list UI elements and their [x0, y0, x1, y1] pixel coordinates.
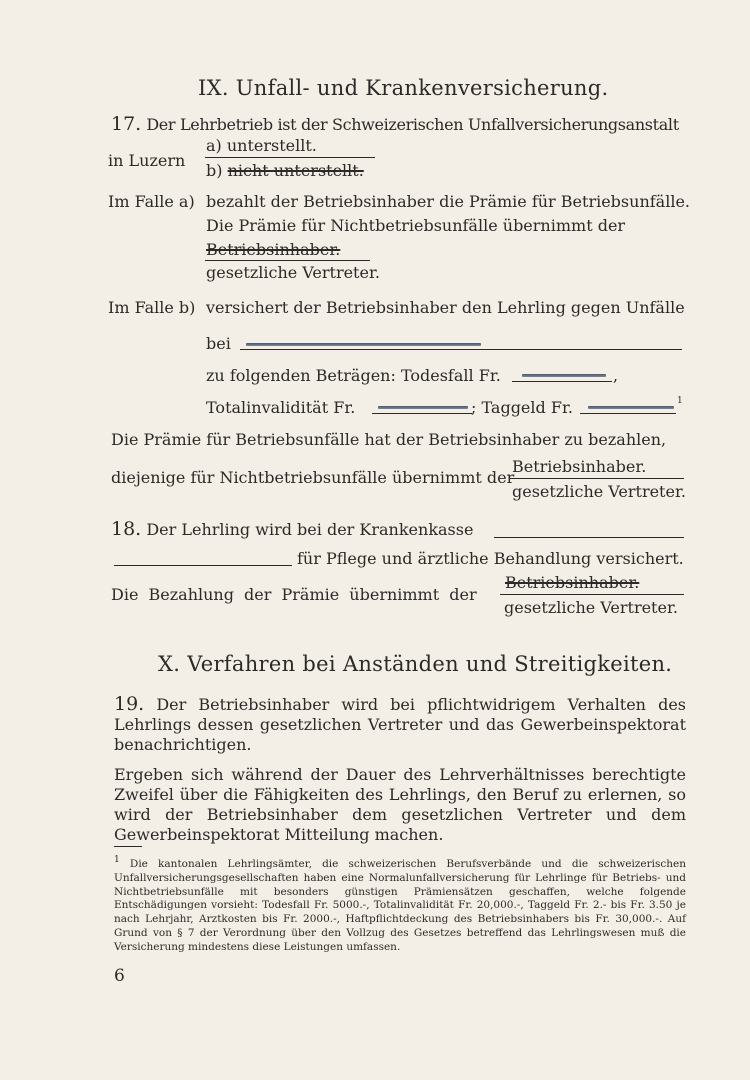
taggeld-label: ; Taggeld Fr. — [471, 398, 573, 417]
case-a-struck: Betriebsinhaber. — [206, 240, 341, 259]
item-18-line3: Die Bezahlung der Prämie übernimmt der — [111, 585, 477, 604]
item-19-number: 19. — [114, 693, 145, 715]
krankenkasse-blank-line-2 — [114, 565, 292, 566]
item-17-number: 17. — [111, 113, 142, 135]
item-17-first-line — [111, 113, 691, 135]
item-18-first-line — [111, 518, 473, 540]
bei-label: bei — [206, 334, 231, 353]
item-18-line2: für Pflege und ärztliche Behandlung versichert. — [297, 549, 684, 568]
insurer-filled-stroke — [246, 343, 481, 346]
amounts-comma: , — [613, 366, 619, 385]
item-19-para1 — [114, 694, 686, 755]
taggeld-filled-stroke — [588, 406, 674, 409]
premium-option-divider — [510, 478, 684, 479]
item-18-option-divider — [500, 594, 684, 595]
item-19-para2: Ergeben sich während der Dauer des Lehrverhältnisses berechtigte Zweifel über die Fähigkeiten des Lehrlings, den Beruf zu erlernen, so wird der Betriebsinhaber dem gesetzlichen Vertreter und dem Gewerbeinspektorat Mitteilung machen. — [114, 765, 686, 844]
case-b-line1: versichert der Betriebsinhaber den Lehrling gegen Unfälle — [206, 298, 685, 317]
krankenkasse-blank-line — [494, 537, 684, 538]
premium-line2: diejenige für Nichtbetriebsunfälle übernimmt der — [111, 468, 515, 487]
item-17-place: in Luzern — [108, 151, 186, 170]
case-a-line1: bezahlt der Betriebsinhaber die Prämie für Betriebsunfälle. — [206, 192, 690, 211]
todesfall-filled-stroke — [522, 374, 606, 377]
amounts-intro: zu folgenden Beträgen: Todesfall Fr. — [206, 366, 501, 385]
case-a-divider — [205, 260, 370, 261]
case-a-alt: gesetzliche Vertreter. — [206, 263, 380, 282]
footnote — [114, 854, 686, 955]
item-17-option-divider — [205, 157, 375, 158]
footnote-separator — [114, 846, 142, 847]
option-b-prefix: b) — [206, 161, 228, 180]
item-18-option2: gesetzliche Vertreter. — [504, 598, 678, 617]
item-19-para1-text: Der Betriebsinhaber wird bei pflichtwidrigem Verhalten des Lehrlings dessen gesetzlichen Vertreter und das Gewerbeinspektorat benachrichtigen. — [114, 695, 686, 754]
premium-line1: Die Prämie für Betriebsunfälle hat der Betriebsinhaber zu bezahlen, — [111, 430, 667, 449]
item-17-text: Der Lehrbetrieb ist der Schweizerischen Unfallversicherungsanstalt — [146, 115, 679, 134]
item-18-number: 18. — [111, 518, 142, 540]
todesfall-blank-line — [512, 381, 612, 382]
item-17-option-a: a) unterstellt. — [206, 136, 317, 155]
case-a-label: Im Falle a) — [108, 192, 195, 211]
footnote-ref-1: 1 — [677, 396, 683, 406]
taggeld-blank-line — [580, 413, 676, 414]
premium-option1: Betriebsinhaber. — [512, 457, 647, 476]
case-a-line2: Die Prämie für Nichtbetriebsunfälle übernimmt der — [206, 216, 626, 235]
section-x-title: X. Verfahren bei Anständen und Streitigkeiten. — [158, 652, 673, 676]
option-b-struck: nicht unterstellt. — [227, 161, 364, 180]
item-18-line1: Der Lehrling wird bei der Krankenkasse — [146, 520, 474, 539]
premium-option2: gesetzliche Vertreter. — [512, 482, 686, 501]
item-17-option-b — [206, 161, 364, 181]
invalid-label: Totalinvalidität Fr. — [206, 398, 356, 417]
page-number: 6 — [114, 966, 125, 986]
section-ix-title: IX. Unfall- und Krankenversicherung. — [198, 76, 609, 100]
footnote-marker: 1 — [114, 855, 120, 865]
footnote-text: Die kantonalen Lehrlingsämter, die schweizerischen Berufsverbände und die schweizerischen Unfallversicherungsgesellschaften haben eine Normalunfallversicherung für Lehrlinge für Betriebs- und Nichtbetriebsunfälle mit besonders günstigen Prämiensätzen geschaffen, welche folgende Entschädigungen vorsieht: Todesfall Fr. 5000.-, Totalinvalidität Fr. 20,000.-, Taggeld Fr. 2.- bis Fr. 3.50 je nach Lehrjahr, Arztkosten bis Fr. 2000.-, Haftpflichtdeckung des Betriebsinhabers bis Fr. 30,000.-. Auf Grund von § 7 der Verordnung über den Vollzug des Gesetzes betreffend das Lehrlingswesen muß die Versicherung mindestens diese Leistungen umfassen. — [114, 858, 686, 953]
insurer-blank-line — [240, 349, 682, 350]
item-18-option1: Betriebsinhaber. — [505, 573, 640, 592]
invalid-blank-line — [372, 413, 472, 414]
case-b-label: Im Falle b) — [108, 298, 196, 317]
invalid-filled-stroke — [378, 406, 468, 409]
